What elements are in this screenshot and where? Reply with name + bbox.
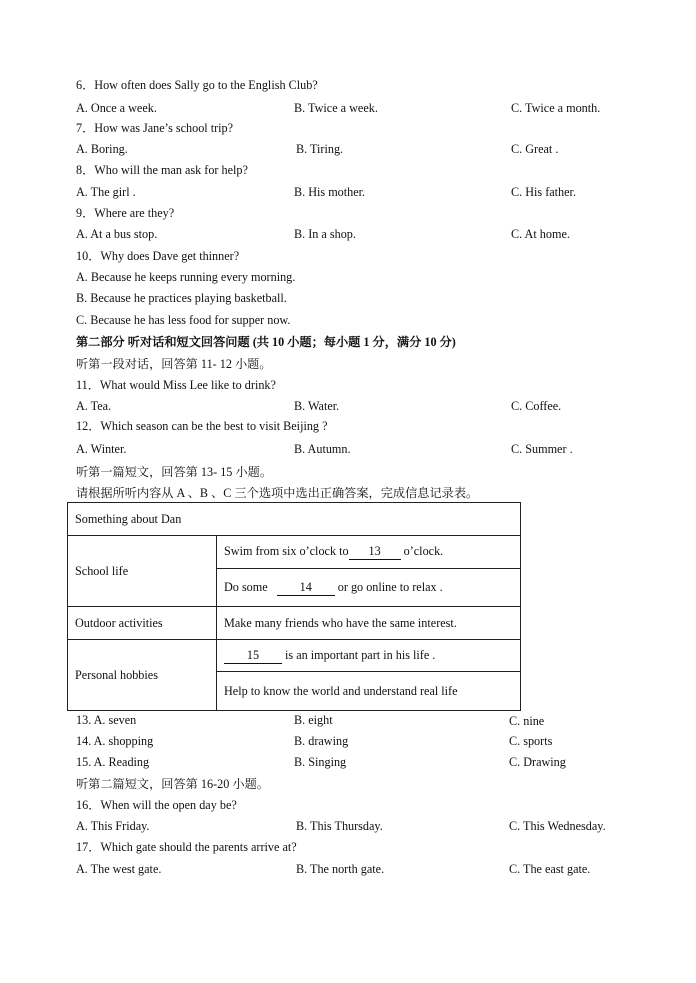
question-16-stem: 16．When will the open day be? xyxy=(76,798,237,812)
row-4-suffix: is an important part in his life . xyxy=(285,647,436,662)
question-13-option-b: B. eight xyxy=(294,713,333,727)
question-9-option-c: C. At home. xyxy=(511,227,570,241)
question-14-option-a: 14. A. shopping xyxy=(76,734,154,748)
blank-13: 13 xyxy=(349,544,401,560)
question-6-option-a: A. Once a week. xyxy=(76,101,157,115)
row-2-prefix: Do some xyxy=(224,579,268,594)
question-12-option-b: B. Autumn. xyxy=(294,442,351,456)
question-10-option-a: A. Because he keeps running every morning. xyxy=(76,270,296,284)
question-6-option-c: C. Twice a month. xyxy=(511,101,601,115)
question-6-stem: 6．How often does Sally go to the English Club? xyxy=(76,78,318,92)
question-11-option-b: B. Water. xyxy=(294,399,340,413)
question-10-option-c: C. Because he has less food for supper now. xyxy=(76,313,291,327)
blank-14: 14 xyxy=(277,580,335,596)
question-16-option-a: A. This Friday. xyxy=(76,819,150,833)
school-life-row-1 xyxy=(217,536,521,569)
question-9-option-b: B. In a shop. xyxy=(294,227,356,241)
question-17-option-c: C. The east gate. xyxy=(509,862,591,876)
table-row xyxy=(68,640,521,672)
question-8-option-a: A. The girl . xyxy=(76,185,136,199)
table-title-cell: Something about Dan xyxy=(68,503,521,536)
part-2-heading: 第二部分 听对话和短文回答问题 (共 10 小题；每小题 1 分，满分 10 分) xyxy=(76,335,456,349)
question-17-option-b: B. The north gate. xyxy=(296,862,385,876)
school-life-row-2 xyxy=(217,569,521,607)
question-14-option-c: C. sports xyxy=(509,734,553,748)
question-15-option-c: C. Drawing xyxy=(509,755,566,769)
question-16-option-b: B. This Thursday. xyxy=(296,819,383,833)
table-row xyxy=(68,536,521,569)
question-12-option-a: A. Winter. xyxy=(76,442,127,456)
passage-2-instruction: 听第二篇短文，回答第 16-20 小题。 xyxy=(76,777,269,791)
question-7-stem: 7．How was Jane’s school trip? xyxy=(76,121,234,135)
question-17-stem: 17．Which gate should the parents arrive at? xyxy=(76,840,297,854)
row-1-prefix: Swim from six o’clock to xyxy=(224,544,349,558)
outdoor-activities-label: Outdoor activities xyxy=(68,607,217,640)
row-1-suffix: o’clock. xyxy=(403,544,444,558)
question-6-option-b: B. Twice a week. xyxy=(294,101,378,115)
table-instruction: 请根据所听内容从 A 、B 、C 三个选项中选出正确答案，完成信息记录表。 xyxy=(76,486,479,500)
school-life-label: School life xyxy=(68,536,217,607)
table-row xyxy=(68,607,521,640)
question-12-option-c: C. Summer . xyxy=(511,442,573,456)
question-14-option-b: B. drawing xyxy=(294,734,349,748)
info-record-table xyxy=(67,502,521,711)
question-8-stem: 8．Who will the man ask for help? xyxy=(76,163,248,177)
hobbies-row-2: Help to know the world and understand real life xyxy=(217,672,521,711)
question-9-option-a: A. At a bus stop. xyxy=(76,227,158,241)
personal-hobbies-label: Personal hobbies xyxy=(68,640,217,711)
question-7-option-c: C. Great . xyxy=(511,142,559,156)
question-13-option-c: C. nine xyxy=(509,714,545,728)
question-8-option-c: C. His father. xyxy=(511,185,576,199)
question-8-option-b: B. His mother. xyxy=(294,185,366,199)
question-7-option-a: A. Boring. xyxy=(76,142,128,156)
question-10-option-b: B. Because he practices playing basketball. xyxy=(76,291,287,305)
dialog-1-instruction: 听第一段对话，回答第 11- 12 小题。 xyxy=(76,357,272,371)
question-11-option-c: C. Coffee. xyxy=(511,399,562,413)
hobbies-row-1 xyxy=(217,640,521,672)
table-row xyxy=(68,503,521,536)
passage-1-instruction: 听第一篇短文，回答第 13- 15 小题。 xyxy=(76,465,273,479)
question-7-option-b: B. Tiring. xyxy=(296,142,344,156)
question-15-option-b: B. Singing xyxy=(294,755,347,769)
question-13-option-a: 13. A. seven xyxy=(76,713,137,727)
question-17-option-a: A. The west gate. xyxy=(76,862,162,876)
question-15-option-a: 15. A. Reading xyxy=(76,755,150,769)
question-16-option-c: C. This Wednesday. xyxy=(509,819,606,833)
question-9-stem: 9．Where are they? xyxy=(76,206,175,220)
question-11-option-a: A. Tea. xyxy=(76,399,112,413)
question-12-stem: 12．Which season can be the best to visit Beijing ? xyxy=(76,419,328,433)
row-2-suffix: or go online to relax . xyxy=(337,579,443,594)
outdoor-activities-cell: Make many friends who have the same interest. xyxy=(217,607,521,640)
question-10-stem: 10．Why does Dave get thinner? xyxy=(76,249,240,263)
question-11-stem: 11．What would Miss Lee like to drink? xyxy=(76,378,276,392)
blank-15: 15 xyxy=(224,648,282,664)
